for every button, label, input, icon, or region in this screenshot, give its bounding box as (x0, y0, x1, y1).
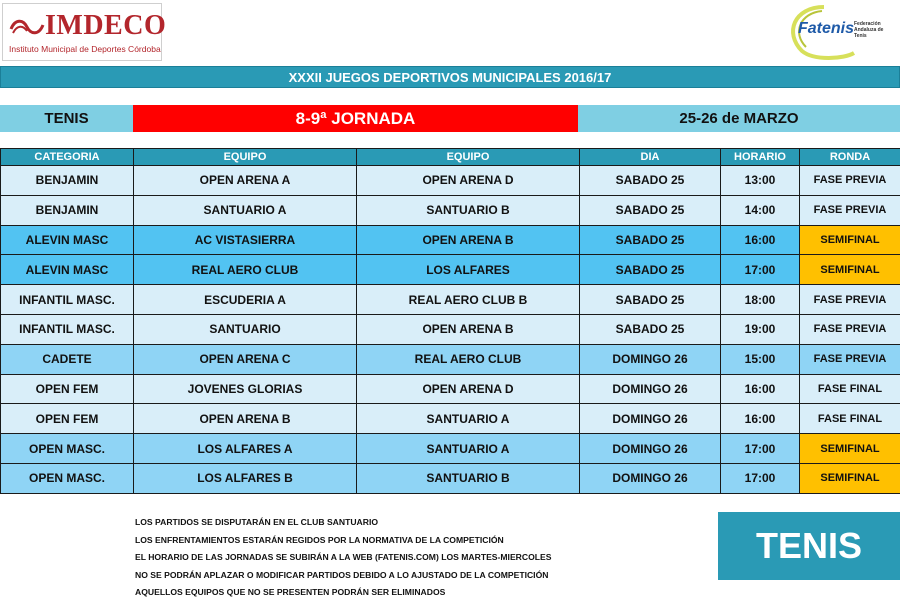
cell-dia: SABADO 25 (580, 285, 721, 315)
table-row (1, 225, 900, 255)
table-row (1, 285, 900, 315)
sport-label: TENIS (0, 105, 133, 132)
column-header-categoria: CATEGORIA (1, 149, 134, 166)
cell-categoria: ALEVIN MASC (1, 225, 134, 255)
cell-equipo-2: LOS ALFARES (357, 255, 580, 285)
table-row (1, 195, 900, 225)
note-schedule-web: EL HORARIO DE LAS JORNADAS SE SUBIRÁN A LA WEB (FATENIS.COM) LOS MARTES-MIERCOLES (135, 552, 552, 563)
column-header-equipo-1: EQUIPO (134, 149, 357, 166)
cell-equipo-2: REAL AERO CLUB B (357, 285, 580, 315)
cell-ronda-semifinal: SEMIFINAL (800, 434, 900, 464)
cell-equipo-2: SANTUARIO B (357, 463, 580, 493)
cell-horario: 17:00 (721, 463, 800, 493)
imdeco-emblem-icon (9, 15, 45, 39)
cell-categoria: OPEN FEM (1, 374, 134, 404)
cell-ronda: FASE FINAL (800, 374, 900, 404)
cell-categoria: INFANTIL MASC. (1, 314, 134, 344)
fatenis-name: Fatenis (798, 20, 855, 37)
cell-equipo-2: SANTUARIO B (357, 195, 580, 225)
cell-categoria: BENJAMIN (1, 195, 134, 225)
cell-categoria: INFANTIL MASC. (1, 285, 134, 315)
cell-equipo-1: ESCUDERIA A (134, 285, 357, 315)
table-row (1, 314, 900, 344)
cell-equipo-2: OPEN ARENA D (357, 166, 580, 196)
cell-equipo-1: AC VISTASIERRA (134, 225, 357, 255)
cell-equipo-2: OPEN ARENA D (357, 374, 580, 404)
table-row (1, 344, 900, 374)
cell-horario: 18:00 (721, 285, 800, 315)
cell-dia: DOMINGO 26 (580, 374, 721, 404)
cell-equipo-2: SANTUARIO A (357, 404, 580, 434)
sport-badge: TENIS (718, 512, 900, 580)
rules-notes (135, 514, 695, 597)
cell-categoria: OPEN MASC. (1, 463, 134, 493)
cell-horario: 14:00 (721, 195, 800, 225)
note-no-postponements: NO SE PODRÁN APLAZAR O MODIFICAR PARTIDOS DEBIDO A LO AJUSTADO DE LA COMPETICIÓN (135, 569, 549, 580)
cell-ronda: FASE PREVIA (800, 285, 900, 315)
table-row (1, 404, 900, 434)
schedule-table (0, 148, 900, 494)
cell-dia: SABADO 25 (580, 255, 721, 285)
cell-horario: 17:00 (721, 255, 800, 285)
cell-dia: DOMINGO 26 (580, 434, 721, 464)
cell-equipo-2: OPEN ARENA B (357, 225, 580, 255)
cell-equipo-1: LOS ALFARES A (134, 434, 357, 464)
cell-horario: 16:00 (721, 374, 800, 404)
cell-equipo-1: REAL AERO CLUB (134, 255, 357, 285)
cell-ronda: FASE PREVIA (800, 314, 900, 344)
cell-dia: SABADO 25 (580, 225, 721, 255)
cell-dia: DOMINGO 26 (580, 404, 721, 434)
date-label: 25-26 de MARZO (578, 105, 900, 132)
column-header-horario: HORARIO (721, 149, 800, 166)
cell-ronda-semifinal: SEMIFINAL (800, 255, 900, 285)
table-header-row (1, 149, 900, 166)
round-label: 8-9ª JORNADA (133, 105, 578, 132)
cell-equipo-1: OPEN ARENA A (134, 166, 357, 196)
cell-equipo-1: JOVENES GLORIAS (134, 374, 357, 404)
cell-ronda: FASE PREVIA (800, 344, 900, 374)
cell-equipo-2: OPEN ARENA B (357, 314, 580, 344)
cell-ronda-semifinal: SEMIFINAL (800, 225, 900, 255)
cell-equipo-1: LOS ALFARES B (134, 463, 357, 493)
note-elimination: AQUELLOS EQUIPOS QUE NO SE PRESENTEN PODRÁN SER ELIMINADOS (135, 587, 446, 597)
table-row (1, 434, 900, 464)
cell-categoria: OPEN FEM (1, 404, 134, 434)
cell-dia: SABADO 25 (580, 314, 721, 344)
note-venue: LOS PARTIDOS SE DISPUTARÁN EN EL CLUB SANTUARIO (135, 517, 379, 527)
imdeco-name: IMDECO (45, 10, 167, 41)
cell-dia: DOMINGO 26 (580, 344, 721, 374)
cell-categoria: ALEVIN MASC (1, 255, 134, 285)
table-row (1, 166, 900, 196)
imdeco-subtitle: Instituto Municipal de Deportes Córdoba (9, 44, 161, 54)
cell-dia: SABADO 25 (580, 166, 721, 196)
table-row (1, 374, 900, 404)
cell-equipo-2: REAL AERO CLUB (357, 344, 580, 374)
imdeco-logo (2, 3, 167, 61)
cell-categoria: OPEN MASC. (1, 434, 134, 464)
table-row (1, 463, 900, 493)
cell-ronda: FASE PREVIA (800, 166, 900, 196)
cell-ronda: FASE PREVIA (800, 195, 900, 225)
fatenis-subtitle: Federación Andaluza de Tenis (854, 21, 884, 39)
cell-equipo-2: SANTUARIO A (357, 434, 580, 464)
cell-equipo-1: SANTUARIO (134, 314, 357, 344)
cell-dia: SABADO 25 (580, 195, 721, 225)
cell-categoria: CADETE (1, 344, 134, 374)
cell-categoria: BENJAMIN (1, 166, 134, 196)
column-header-ronda: RONDA (800, 149, 900, 166)
cell-equipo-1: SANTUARIO A (134, 195, 357, 225)
cell-horario: 15:00 (721, 344, 800, 374)
note-regulations: LOS ENFRENTAMIENTOS ESTARÁN REGIDOS POR LA NORMATIVA DE LA COMPETICIÓN (135, 534, 504, 545)
cell-ronda-semifinal: SEMIFINAL (800, 463, 900, 493)
cell-equipo-1: OPEN ARENA B (134, 404, 357, 434)
cell-horario: 13:00 (721, 166, 800, 196)
column-header-equipo-2: EQUIPO (357, 149, 580, 166)
competition-title: XXXII JUEGOS DEPORTIVOS MUNICIPALES 2016/17 (0, 66, 900, 88)
table-row (1, 255, 900, 285)
fatenis-logo (784, 3, 898, 61)
cell-dia: DOMINGO 26 (580, 463, 721, 493)
cell-horario: 16:00 (721, 404, 800, 434)
cell-ronda: FASE FINAL (800, 404, 900, 434)
column-header-dia: DIA (580, 149, 721, 166)
cell-horario: 19:00 (721, 314, 800, 344)
cell-horario: 16:00 (721, 225, 800, 255)
cell-equipo-1: OPEN ARENA C (134, 344, 357, 374)
cell-horario: 17:00 (721, 434, 800, 464)
